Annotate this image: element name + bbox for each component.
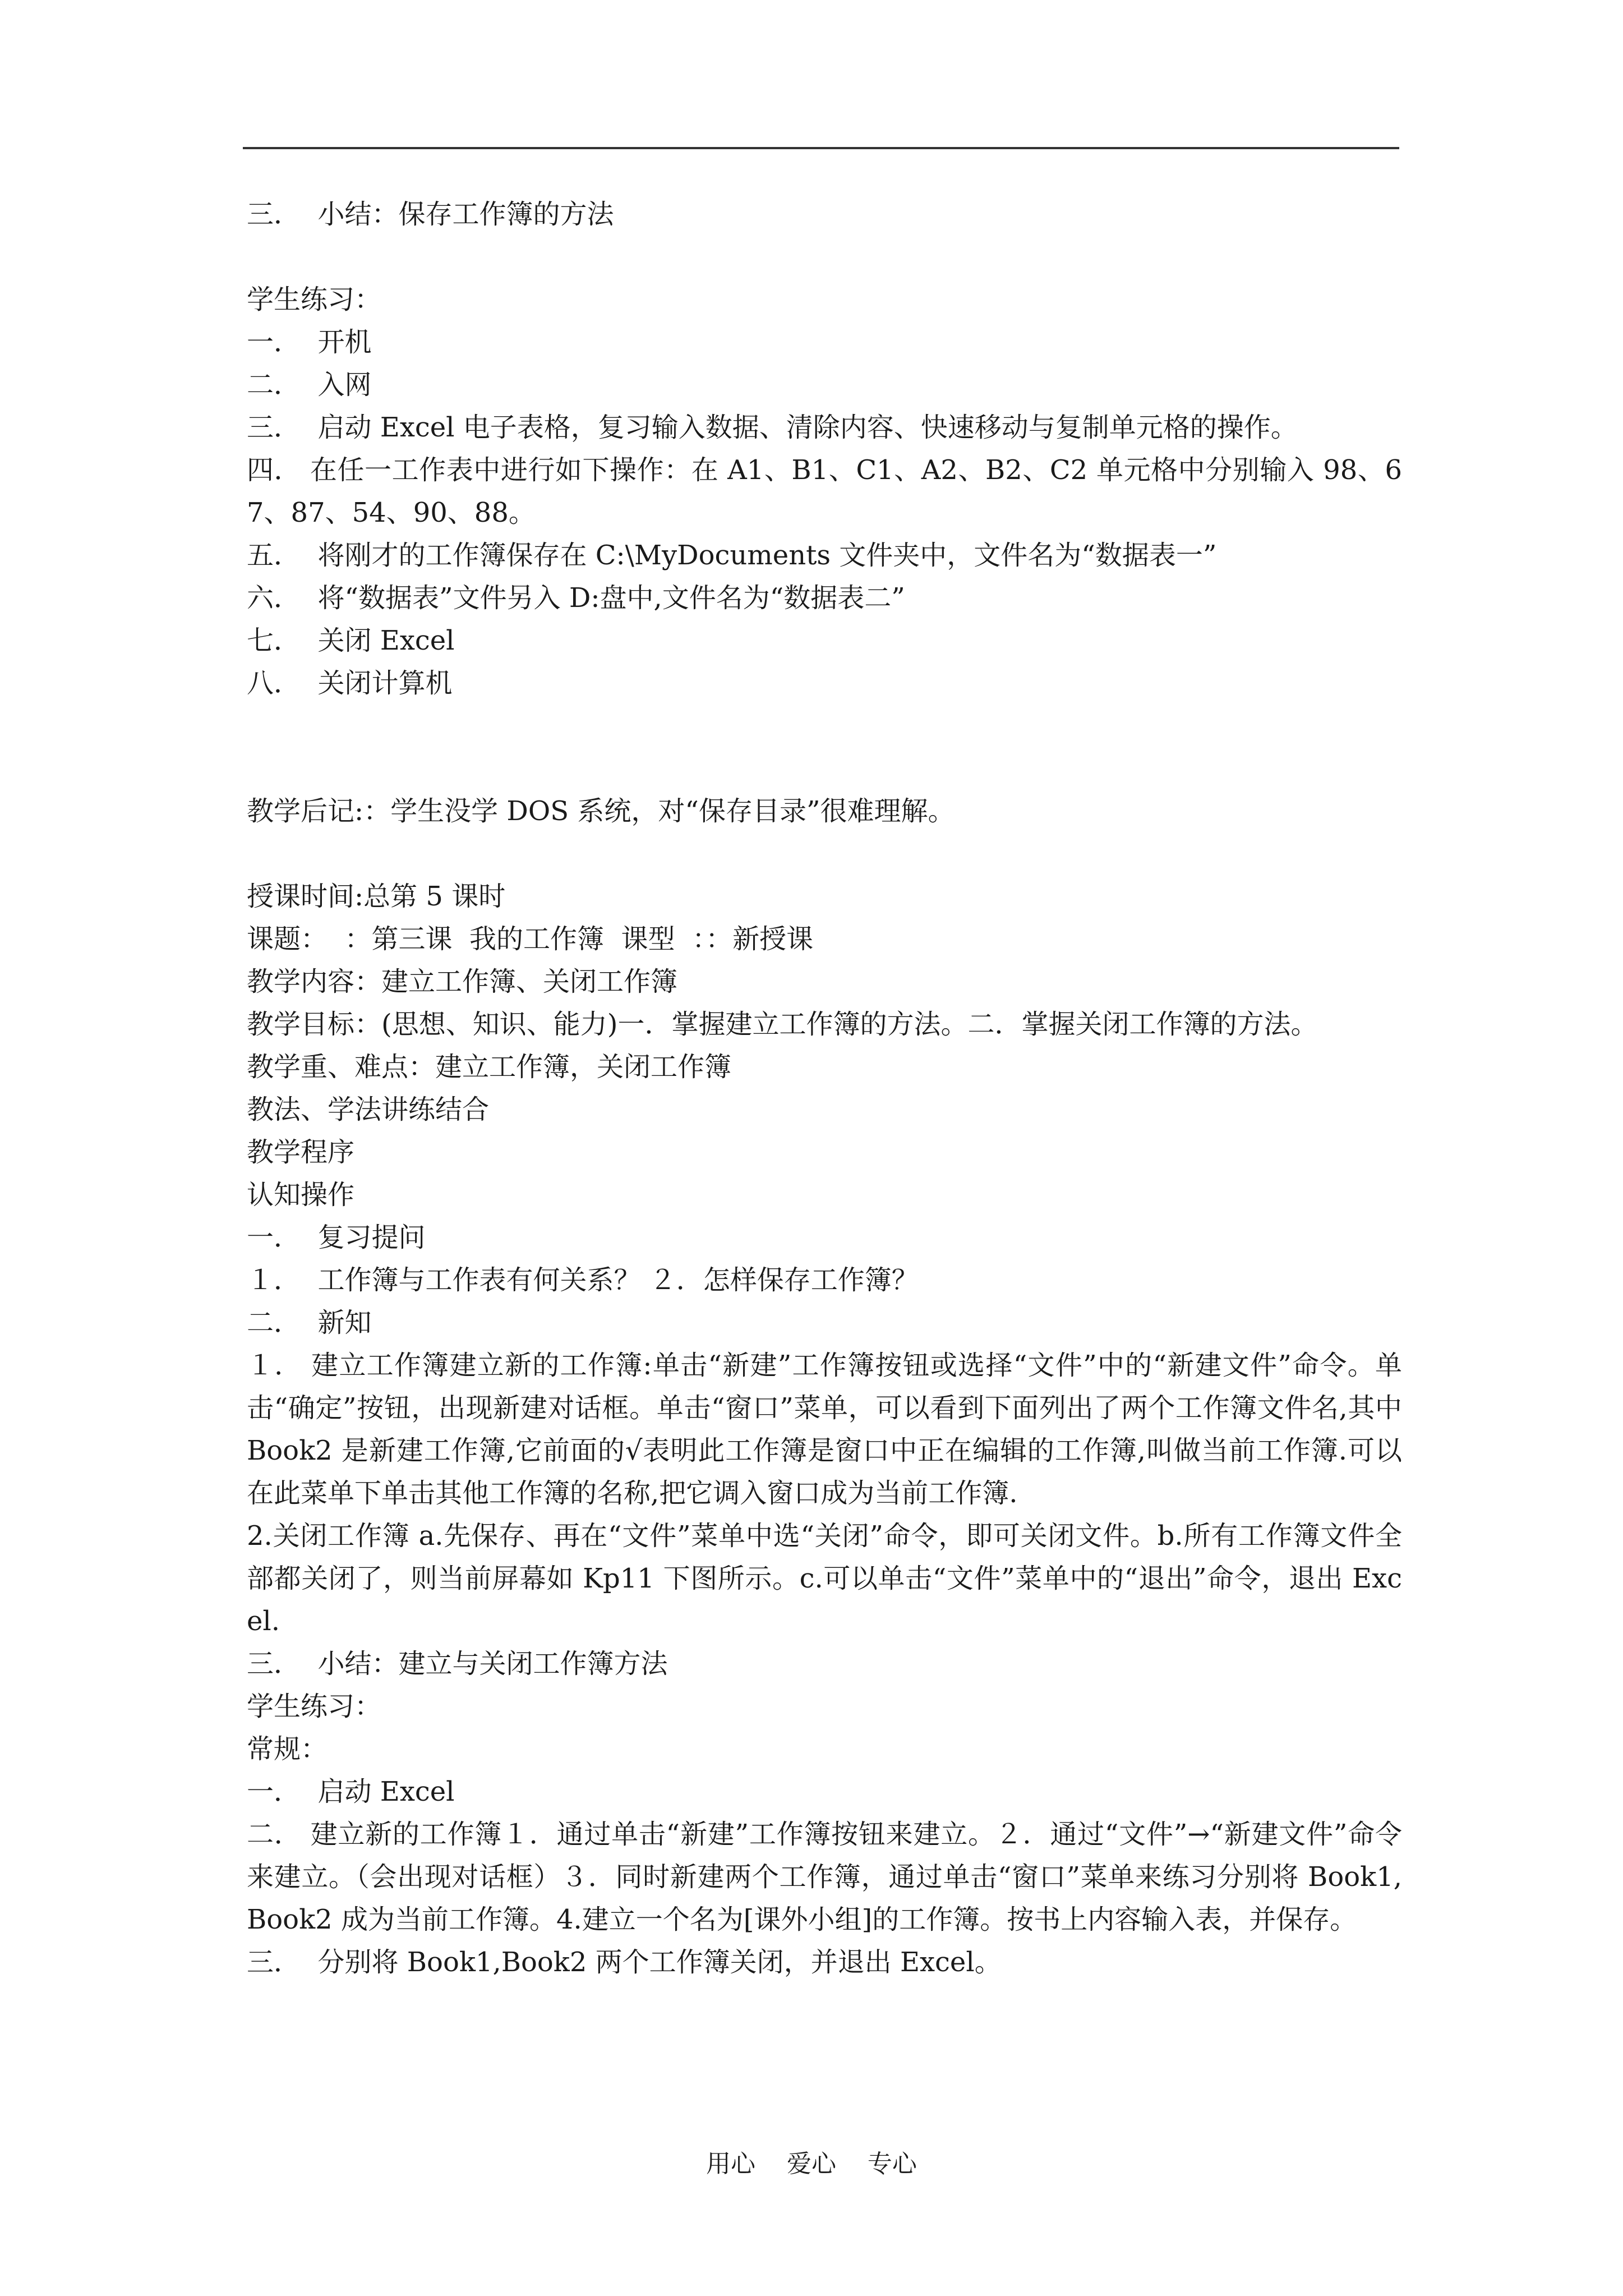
- document-body: [247, 193, 1402, 1984]
- practice-step: 六． 将“数据表”文件另入 D:盘中,文件名为“数据表二”: [247, 582, 905, 614]
- lesson-goals: 教学目标：(思想、知识、能力)一．掌握建立工作簿的方法。二．掌握关闭工作簿的方法。: [247, 1009, 1318, 1040]
- practice-item: 三． 分别将 Book1,Book2 两个工作簿关闭，并退出 Excel。: [247, 1947, 1002, 1978]
- practice-step: 五． 将刚才的工作簿保存在 C:\MyDocuments 文件夹中，文件名为“数据表一”: [247, 540, 1217, 571]
- practice-step: 八． 关闭计算机: [247, 668, 453, 699]
- lesson-summary: 三． 小结：建立与关闭工作簿方法: [247, 1648, 668, 1680]
- lesson-key-points: 教学重、难点：建立工作簿，关闭工作簿: [247, 1051, 732, 1083]
- header-rule: [243, 147, 1399, 149]
- new-knowledge-paragraph: １． 建立工作簿建立新的工作簿:单击“新建”工作簿按钮或选择“文件”中的“新建文件”命令。单击“确定”按钮，出现新建对话框。单击“窗口”菜单，可以看到下面列出了两个工作簿文件名,其中 Book2 是新建工作簿,它前面的√表明此工作簿是窗口中正在编辑的工作簿,叫做当前工作簿.可以在此菜单下单击其他工作簿的名称,把它调入窗口成为当前工作簿.: [247, 1350, 1402, 1509]
- practice-step: 七． 关闭 Excel: [247, 625, 455, 656]
- lesson-practice-title: 学生练习：: [247, 1691, 382, 1722]
- teaching-afterword: 教学后记:：学生没学 DOS 系统，对“保存目录”很难理解。: [247, 795, 955, 827]
- practice-title: 学生练习：: [247, 284, 382, 315]
- review-title: 一． 复习提问: [247, 1222, 426, 1253]
- practice-item: 一． 启动 Excel: [247, 1776, 455, 1807]
- review-question: １． 工作簿与工作表有何关系？ ２．怎样保存工作簿？: [247, 1264, 919, 1296]
- practice-step: 四． 在任一工作表中进行如下操作：在 A1、B1、C1、A2、B2、C2 单元格中分别输入 98、67、87、54、90、88。: [247, 454, 1402, 528]
- practice-item: 二． 建立新的工作簿１．通过单击“新建”工作簿按钮来建立。２．通过“文件”→“新建文件”命令来建立。（会出现对话框）３．同时新建两个工作簿，通过单击“窗口”菜单来练习分别将 Book1,Book2 成为当前工作簿。4.建立一个名为[课外小组]的工作簿。按书上内容输入表，并保存。: [247, 1819, 1402, 1935]
- lesson-cognition: 认知操作: [247, 1179, 355, 1211]
- summary-line: 三． 小结：保存工作簿的方法: [247, 199, 614, 230]
- lesson-topic: 课题： ：第三课 我的工作簿 课型 ：：新授课: [247, 923, 814, 955]
- new-knowledge-title: 二． 新知: [247, 1307, 372, 1338]
- lesson-content: 教学内容：建立工作簿、关闭工作簿: [247, 966, 678, 997]
- practice-step: 二． 入网: [247, 369, 372, 401]
- routine-label: 常规：: [247, 1733, 328, 1765]
- new-knowledge-paragraph: 2.关闭工作簿 a.先保存、再在“文件”菜单中选“关闭”命令，即可关闭文件。b.所有工作簿文件全部都关闭了，则当前屏幕如 Kp11 下图所示。c.可以单击“文件”菜单中的“退出”命令，退出 Excel.: [247, 1520, 1402, 1637]
- practice-step: 三． 启动 Excel 电子表格，复习输入数据、清除内容、快速移动与复制单元格的操作。: [247, 412, 1298, 443]
- practice-step: 一． 开机: [247, 326, 372, 358]
- lesson-procedure: 教学程序: [247, 1137, 355, 1168]
- page-footer: 用心 爱心 专心: [706, 2150, 917, 2178]
- lesson-time: 授课时间:总第 5 课时: [247, 881, 506, 912]
- lesson-methods: 教法、学法讲练结合: [247, 1094, 490, 1125]
